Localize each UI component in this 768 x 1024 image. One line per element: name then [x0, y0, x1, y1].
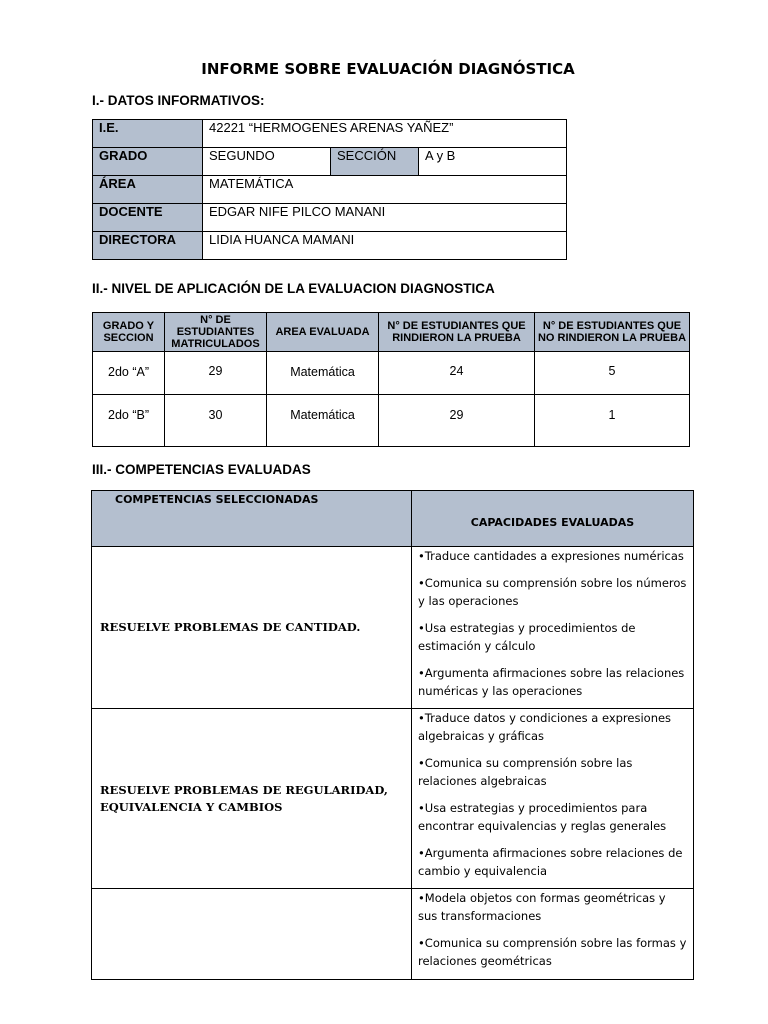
capacidades-list [412, 547, 694, 709]
table-row [92, 709, 694, 889]
ie-label: I.E. [93, 120, 203, 148]
table-row [93, 176, 567, 204]
cell-matriculados: 30 [165, 395, 267, 447]
list-item: •Comunica su comprensión sobre las formas y relaciones geométricas [418, 936, 687, 968]
cell-no-rindieron: 5 [535, 352, 690, 395]
list-item: •Argumenta afirmaciones sobre las relaciones numéricas y las operaciones [418, 666, 685, 698]
table-row [93, 395, 690, 447]
list-item: •Argumenta afirmaciones sobre relaciones de cambio y equivalencia [418, 846, 683, 878]
seccion-value: A y B [419, 148, 567, 176]
header-matriculados: N° DE ESTUDIANTES MATRICULADOS [165, 313, 267, 352]
header-rindieron: N° DE ESTUDIANTES QUE RINDIERON LA PRUEBA [379, 313, 535, 352]
header-capacidades: CAPACIDADES EVALUADAS [412, 491, 694, 547]
seccion-label: SECCIÓN [331, 148, 419, 176]
competencias-table [91, 490, 694, 980]
list-item: •Traduce datos y condiciones a expresiones algebraicas y gráficas [418, 711, 672, 743]
cell-rindieron: 24 [379, 352, 535, 395]
competencia-forma [92, 889, 412, 980]
grado-value: SEGUNDO [203, 148, 331, 176]
table-header-row [92, 491, 694, 547]
list-item: •Modela objetos con formas geométricas y sus transformaciones [418, 891, 666, 923]
cell-grado: 2do “A” [93, 352, 165, 395]
header-competencias: COMPETENCIAS SELECCIONADAS [92, 491, 412, 547]
area-label: ÁREA [93, 176, 203, 204]
datos-informativos-table [92, 119, 567, 260]
cell-matriculados: 29 [165, 352, 267, 395]
header-grado-seccion: GRADO Y SECCION [93, 313, 165, 352]
list-item: •Comunica su comprensión sobre los números y las operaciones [418, 576, 687, 608]
cell-area: Matemática [267, 352, 379, 395]
grado-label: GRADO [93, 148, 203, 176]
capacidades-list [412, 709, 694, 889]
cell-area: Matemática [267, 395, 379, 447]
table-row [93, 352, 690, 395]
directora-label: DIRECTORA [93, 232, 203, 260]
capacidades-list [412, 889, 694, 980]
table-row [92, 547, 694, 709]
list-item: •Usa estrategias y procedimientos de estimación y cálculo [418, 621, 636, 653]
cell-rindieron: 29 [379, 395, 535, 447]
nivel-aplicacion-table [92, 312, 690, 447]
table-header-row [93, 313, 690, 352]
table-row [93, 204, 567, 232]
ie-value: 42221 “HERMOGENES ARENAS YAÑEZ” [203, 120, 567, 148]
list-item: •Comunica su comprensión sobre las relaciones algebraicas [418, 756, 633, 788]
directora-value: LIDIA HUANCA MAMANI [203, 232, 567, 260]
table-row [93, 148, 567, 176]
list-item: •Traduce cantidades a expresiones numéricas [418, 549, 684, 563]
table-row [93, 232, 567, 260]
header-area-evaluada: AREA EVALUADA [267, 313, 379, 352]
docente-label: DOCENTE [93, 204, 203, 232]
docente-value: EDGAR NIFE PILCO MANANI [203, 204, 567, 232]
table-row [92, 889, 694, 980]
section-1-heading: I.- DATOS INFORMATIVOS: [92, 93, 265, 108]
document-title: INFORME SOBRE EVALUACIÓN DIAGNÓSTICA [201, 60, 575, 78]
cell-grado: 2do “B” [93, 395, 165, 447]
table-row [93, 120, 567, 148]
area-value: MATEMÁTICA [203, 176, 567, 204]
section-3-heading: III.- COMPETENCIAS EVALUADAS [92, 462, 311, 477]
cell-no-rindieron: 1 [535, 395, 690, 447]
list-item: •Usa estrategias y procedimientos para encontrar equivalencias y reglas generales [418, 801, 667, 833]
competencia-regularidad: RESUELVE PROBLEMAS DE REGULARIDAD, EQUIVALENCIA Y CAMBIOS [92, 709, 412, 889]
section-2-heading: II.- NIVEL DE APLICACIÓN DE LA EVALUACION DIAGNOSTICA [92, 281, 495, 296]
header-no-rindieron: N° DE ESTUDIANTES QUE NO RINDIERON LA PRUEBA [535, 313, 690, 352]
competencia-cantidad: RESUELVE PROBLEMAS DE CANTIDAD. [92, 547, 412, 709]
